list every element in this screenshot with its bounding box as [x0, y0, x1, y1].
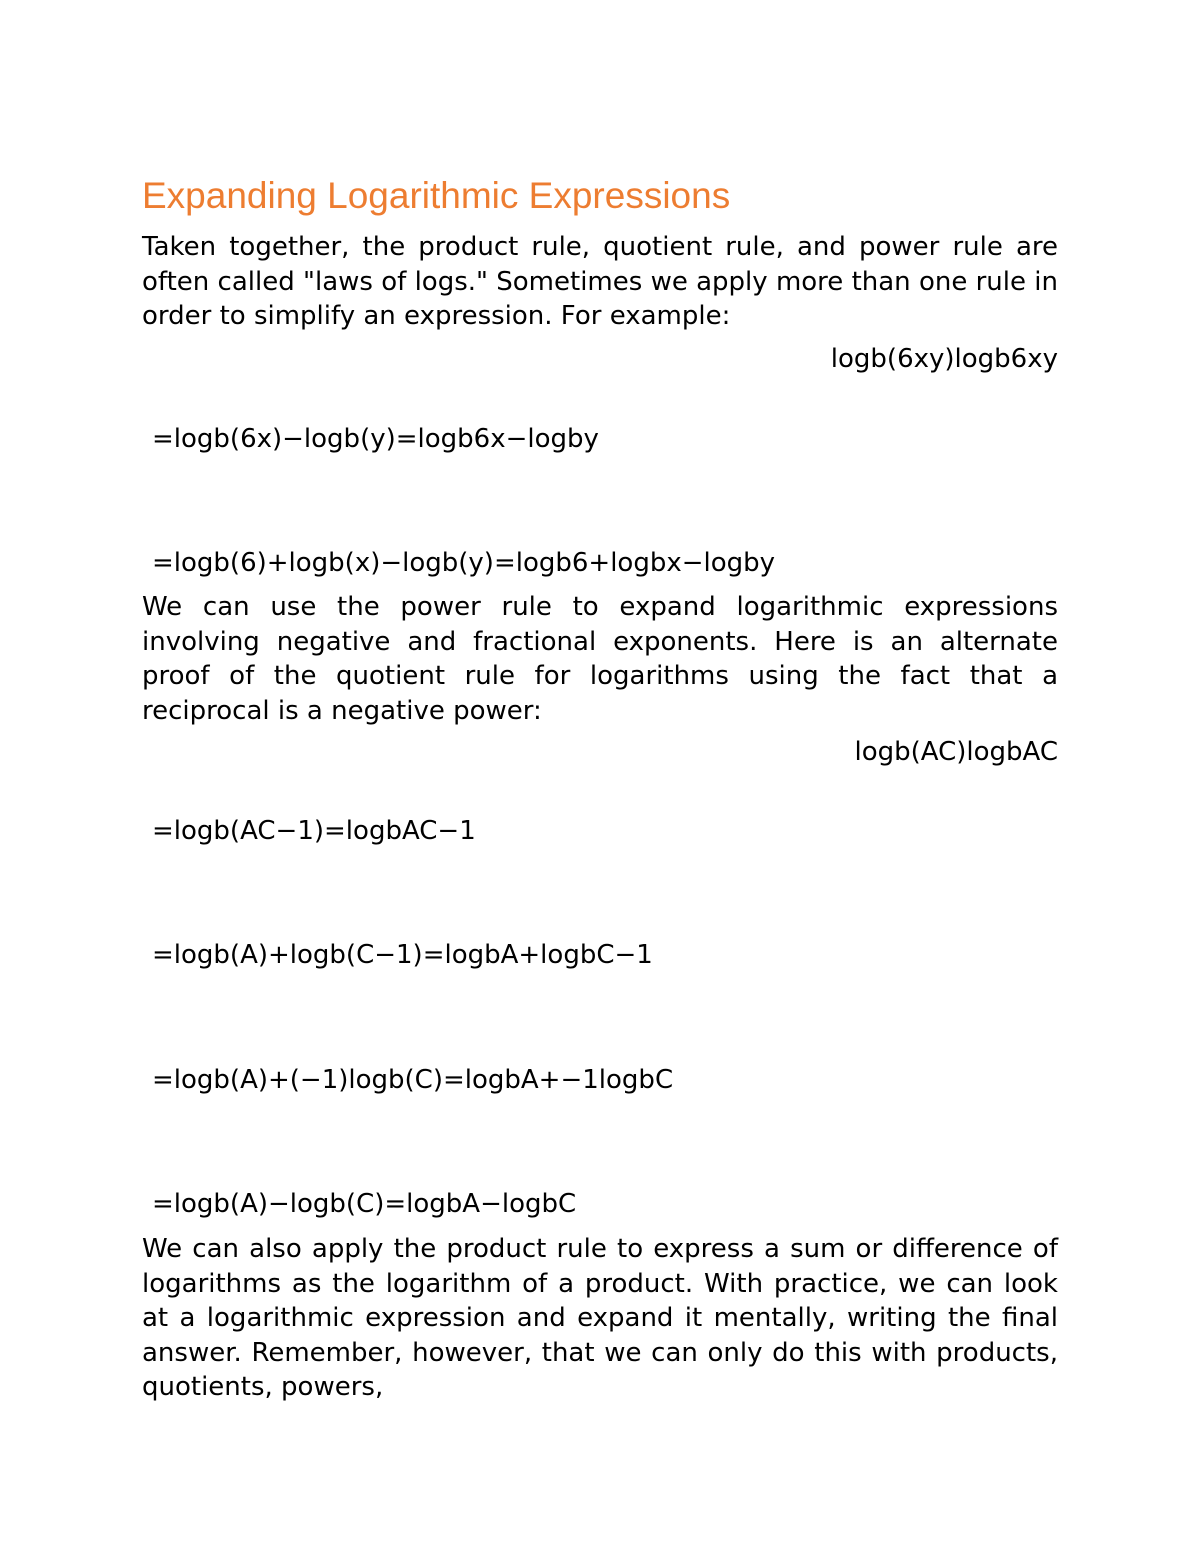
- example2-step-2: =logb(A)+logb(C−1)=logbA+logbC−1: [152, 940, 653, 970]
- example2-step-1: =logb(AC−1)=logbAC−1: [152, 816, 476, 846]
- intro-paragraph: Taken together, the product rule, quotient rule, and power rule are often called "laws of logs." Sometimes we apply more than one rule in order to simplify an expression. For example:: [142, 232, 1058, 331]
- product-rule-paragraph: We can also apply the product rule to express a sum or difference of logarithms as the logarithm of a product. With practice, we can look at a logarithmic expression and expand it mentally, writing the final answer. Remember, however, that we can only do this with products, quotients, powers,: [142, 1234, 1058, 1402]
- power-rule-paragraph: We can use the power rule to expand logarithmic expressions involving negative and fractional exponents. Here is an alternate proof of the quotient rule for logarithms using the fact that a reciprocal is a negative power:: [142, 592, 1058, 726]
- example1-step-2: =logb(6)+logb(x)−logb(y)=logb6+logbx−logby: [152, 548, 776, 578]
- section-title: Expanding Logarithmic Expressions: [142, 175, 731, 216]
- example2-step-4: =logb(A)−logb(C)=logbA−logbC: [152, 1189, 577, 1219]
- example2-expression: logb(AC)logbAC: [854, 737, 1058, 767]
- example2-step-3: =logb(A)+(−1)logb(C)=logbA+−1logbC: [152, 1065, 674, 1095]
- example1-step-1: =logb(6x)−logb(y)=logb6x−logby: [152, 424, 599, 454]
- example1-expression: logb(6xy)logb6xy: [830, 344, 1058, 374]
